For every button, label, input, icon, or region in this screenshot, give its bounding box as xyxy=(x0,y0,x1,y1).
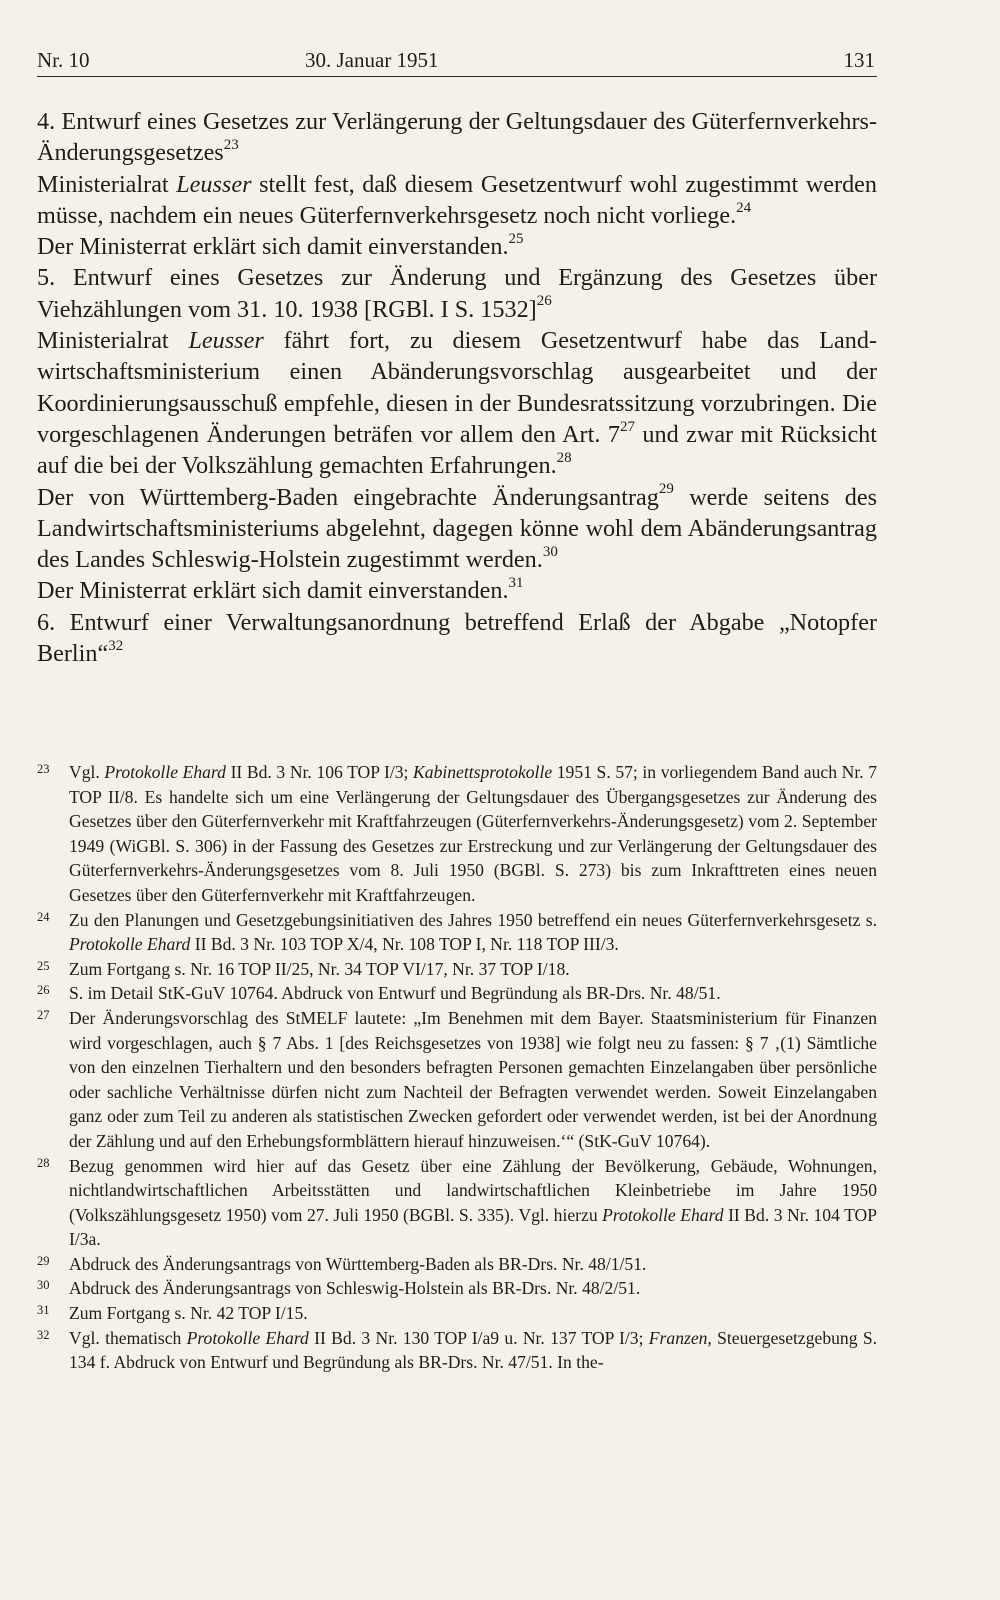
footnote-ref-29: 29 xyxy=(658,481,674,498)
footnote-number: 31 xyxy=(37,1303,50,1318)
speaker-name: Leusser xyxy=(176,170,252,198)
page-number: 131 xyxy=(843,48,875,72)
footnote-23: 23 Vgl. Protokolle Ehard II Bd. 3 Nr. 106 TOP I/3; Kabinettsprotokolle 1951 S. 57; in vorliegendem Band auch Nr. 7 TOP II/8. Es handelte sich um eine Verlängerung der Geltungsdauer des Übergangsgesetzes zur Änderung des Gesetzes über den Güterfernverkehr mit Kraftfahrzeugen (Güterfernverkehrs-Änderungsgesetz) vom 2. September 1949 (WiGBl. S. 306) in der Fassung des Gesetzes zur Erstreckung und zur Verlängerung der Geltungsdauer des Güterfernverkehrs-Änderungsgesetzes vom 8. Juli 1950 (BGBl. S. 273) bis zum Inkrafttreten eines neuen Gesetzes über den Güterfernverkehr mit Kraftfahrzeugen. xyxy=(37,762,878,905)
footnote-30: 30 Abdruck des Änderungsantrags von Schleswig-Holstein als BR-Drs. Nr. 48/2/51. xyxy=(37,1278,641,1299)
footnote-32: 32 Vgl. thematisch Protokolle Ehard II Bd. 3 Nr. 130 TOP I/a9 u. Nr. 137 TOP I/3; Franzen, Steuergesetzgebung S. 134 f. Abdruck von Entwurf und Begründung als BR-Drs. Nr. 47/51. In the- xyxy=(37,1327,877,1373)
footnote-28: 28 Bezug genommen wird hier auf das Gesetz über eine Zählung der Bevölkerung, Gebäude, Wohnungen, nichtlandwirtschaftlichen Arbeitsstätten und landwirtschaftlichen Kleinbetriebe im Jahre 1950 (Volkszählungsgesetz 1950) vom 27. Juli 1950 (BGBl. S. 335). Vgl. hierzu Protokolle Ehard II Bd. 3 Nr. 104 TOP I/3a. xyxy=(37,1155,878,1250)
footnote-ref-27: 27 xyxy=(619,418,635,435)
document-number: Nr. 10 xyxy=(37,48,90,72)
footnote-24: 24 Zu den Planungen und Gesetzgebungsinitiativen des Jahres 1950 betreffend ein neues Güterfernverkehrsgesetz s. Protokolle Ehard II Bd. 3 Nr. 103 TOP X/4, Nr. 108 TOP I, Nr. 118 TOP III/3. xyxy=(37,909,877,955)
agenda-item-6-title: 6. Entwurf einer Verwaltungsanordnung betreffend Erlaß der Abgabe „Notopfer Berlin“$^{32}$ xyxy=(37,608,877,668)
agenda-item-4-title: 4. Entwurf eines Gesetzes zur Verlängerung der Geltungsdauer des Güterfernverkehrs-Änderungsgesetzes$^{23}$ xyxy=(37,108,877,167)
leusser-statement-2: Ministerialrat Leusser fährt fort, zu diesem Gesetzentwurf habe das Landwirtschaftsministerium einen Abänderungsvorschlag ausgearbeitet und der Koordinierungsausschuß empfehle, diesen in der Bundesratssitzung vorzubringen. Die vorgeschlagenen Änderungen beträfen vor allem den Art. $7^{27}$ und zwar mit Rücksicht auf die bei der Volkszählung gemachten Erfahrungen.$^{28}$ xyxy=(37,327,877,480)
footnote-number: 28 xyxy=(37,1155,50,1170)
footnote-number: 32 xyxy=(37,1327,50,1342)
footnote-31: 31 Zum Fortgang s. Nr. 42 TOP I/15. xyxy=(37,1303,308,1324)
footnote-ref-26: 26 xyxy=(536,293,552,310)
footnote-number: 29 xyxy=(37,1253,50,1268)
council-decision-2: Der Ministerrat erklärt sich damit einverstanden.$^{31}$ xyxy=(37,575,524,605)
footnote-25: 25 Zum Fortgang s. Nr. 16 TOP II/25, Nr. 34 TOP VI/17, Nr. 37 TOP I/18. xyxy=(37,958,570,979)
footnote-number: 27 xyxy=(37,1007,50,1022)
footnote-29: 29 Abdruck des Änderungsantrags von Württemberg-Baden als BR-Drs. Nr. 48/1/51. xyxy=(37,1253,647,1274)
speaker-name: Leusser xyxy=(188,327,264,355)
session-date: 30. Januar 1951 xyxy=(305,48,439,72)
footnote-ref-25: 25 xyxy=(508,230,524,247)
agenda-item-5-title: 5. Entwurf eines Gesetzes zur Änderung und Ergänzung des Gesetzes über Viehzählungen vom 31. 10. 1938 [RGBl. I S. 1532]$^{26}$ xyxy=(37,264,877,323)
council-decision-1: Der Ministerrat erklärt sich damit einverstanden.$^{25}$ xyxy=(37,230,524,261)
footnotes xyxy=(37,760,877,1375)
footnote-26: 26 S. im Detail StK-GuV 10764. Abdruck von Entwurf und Begründung als BR-Drs. Nr. 48/51. xyxy=(37,983,721,1004)
amendment-statement: Der von Württemberg-Baden eingebrachte Änderungsantrag$^{29}$ werde seitens des Landwirtschaftsministeriums abgelehnt, dagegen könne wohl dem Abänderungsantrag des Landes Schleswig-Holstein zugestimmt werden.$^{30}$ xyxy=(37,481,877,574)
footnote-number: 26 xyxy=(37,983,50,998)
leusser-statement-1: Ministerialrat Leusser stellt fest, daß diesem Gesetzentwurf wohl zugestimmt werden müsse, nachdem ein neues Güterfernverkehrsgesetz noch nicht vorliege.$^{24}$ xyxy=(37,170,877,229)
footnote-number: 25 xyxy=(37,958,50,973)
footnote-27: 27 Der Änderungsvorschlag des StMELF lautete: „Im Benehmen mit dem Bayer. Staatsministerium für Finanzen wird vorgeschlagen, auch § 7 Abs. 1 [des Reichsgesetzes von 1938] wie folgt neu zu fassen: § 7 ‚(1) Sämtliche von den einzelnen Tierhaltern und den besonders befragten Personen gemachten Einzelangaben über persönliche oder sachliche Verhältnisse dürfen nicht zum Nachteil der Befragten verwendet werden. Soweit Einzelangaben ganz oder zum Teil zu anderen als statistischen Zwecken gefordert oder verwendet werden, ist bei der Anordnung der Zählung und auf den Erhebungsformblättern hierauf hinzuweisen.‘“ (StK-GuV 10764). xyxy=(37,1007,877,1151)
footnote-number: 23 xyxy=(37,762,50,776)
footnote-ref-30: 30 xyxy=(542,543,558,560)
footnote-number: 30 xyxy=(37,1278,50,1293)
footnote-ref-28: 28 xyxy=(556,449,572,466)
footnote-ref-32: 32 xyxy=(108,637,124,654)
footnote-ref-24: 24 xyxy=(736,199,752,216)
footnote-ref-31: 31 xyxy=(508,575,524,592)
footnote-ref-23: 23 xyxy=(223,136,239,153)
footnote-number: 24 xyxy=(37,909,50,924)
minutes-body xyxy=(37,106,877,669)
page-header xyxy=(37,44,877,77)
